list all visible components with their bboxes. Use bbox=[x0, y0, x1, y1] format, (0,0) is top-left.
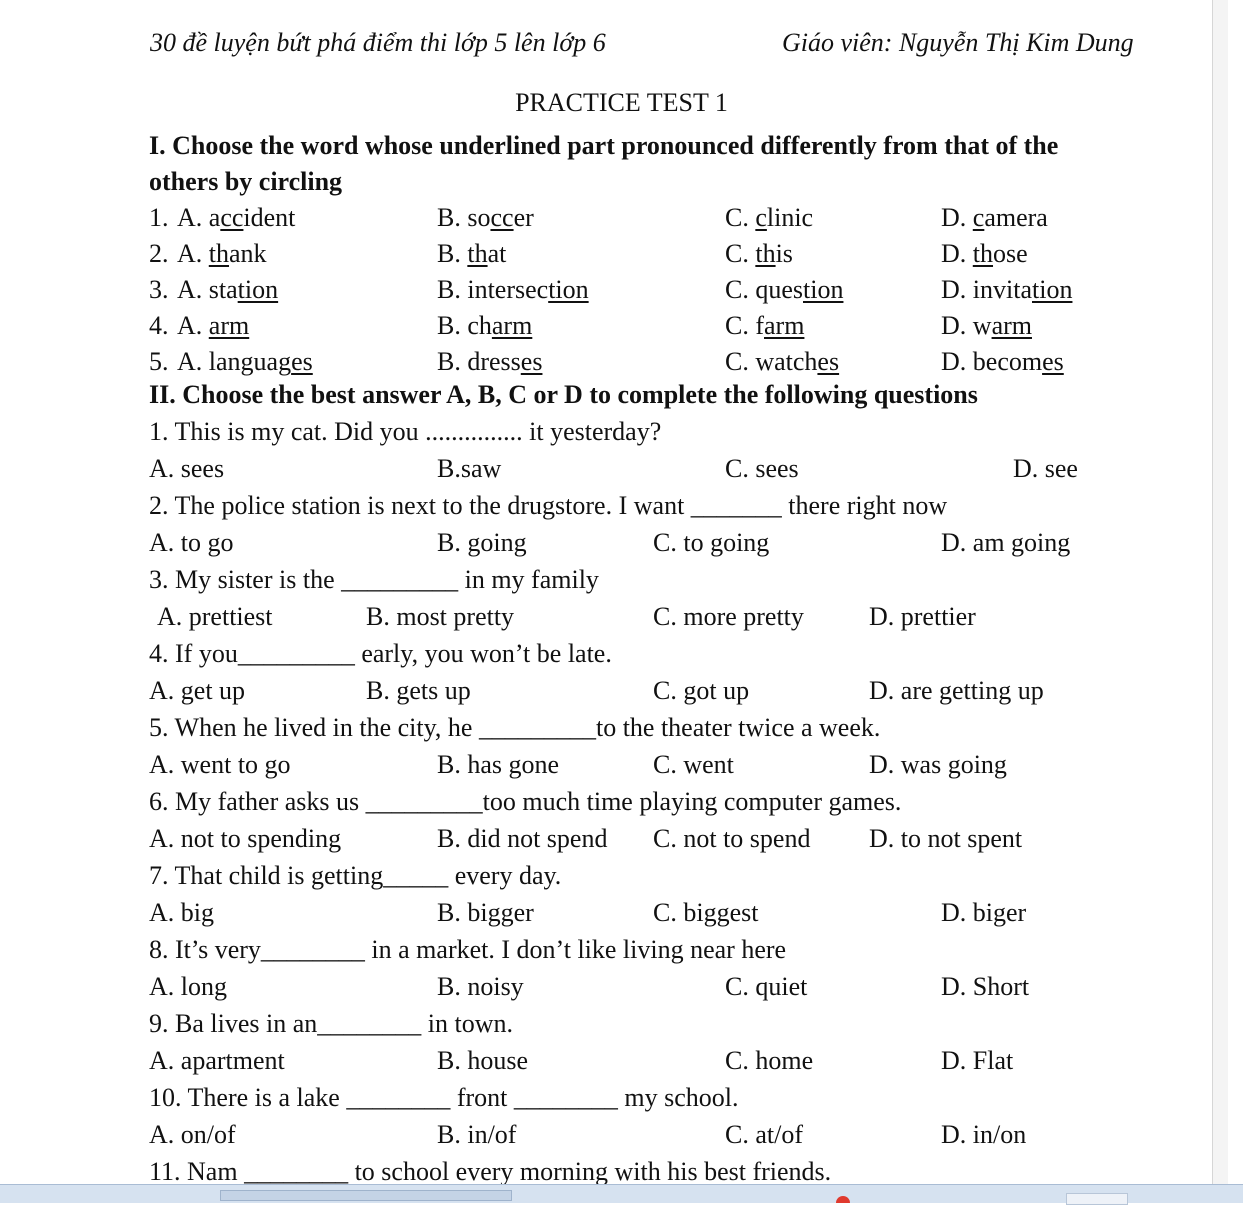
option-text: A. sta bbox=[177, 275, 238, 304]
section1-heading: I. Choose the word whose underlined part pronounced differently from that of the bbox=[149, 131, 1059, 160]
question-text: 2. The police station is next to the drugstore. I want _______ there right now bbox=[149, 491, 948, 520]
option-text: D. bbox=[941, 203, 973, 232]
pronunciation-option[interactable] bbox=[437, 272, 589, 308]
pronunciation-option[interactable] bbox=[725, 236, 793, 272]
answer-option[interactable]: D. to not spent bbox=[869, 824, 1023, 853]
option-text: amera bbox=[984, 203, 1048, 232]
question-number: 5. bbox=[149, 347, 169, 376]
answer-option[interactable]: B. noisy bbox=[437, 972, 524, 1001]
option-text: B. ch bbox=[437, 311, 492, 340]
question-text: 5. When he lived in the city, he _________to the theater twice a week. bbox=[149, 713, 881, 742]
underlined-part: arm bbox=[764, 311, 805, 340]
underlined-part: es bbox=[291, 347, 313, 376]
answer-option[interactable]: A. apartment bbox=[149, 1046, 285, 1075]
header-left: 30 đề luyện bứt phá điểm thi lớp 5 lên lớp 6 bbox=[150, 28, 606, 57]
underlined-part: th bbox=[208, 239, 230, 268]
pronunciation-option[interactable] bbox=[941, 308, 1032, 344]
pronunciation-option[interactable] bbox=[941, 200, 1048, 236]
question-number: 1. bbox=[149, 203, 169, 232]
underlined-part: tion bbox=[803, 275, 844, 304]
pronunciation-option[interactable] bbox=[941, 272, 1072, 308]
taskbar-tab[interactable] bbox=[1066, 1193, 1128, 1205]
question-text: 3. My sister is the _________ in my family bbox=[149, 565, 599, 594]
answer-option[interactable]: D. prettier bbox=[869, 602, 976, 631]
answer-option[interactable]: D. was going bbox=[869, 750, 1007, 779]
option-text: C. f bbox=[725, 311, 764, 340]
answer-option[interactable]: A. on/of bbox=[149, 1120, 236, 1149]
answer-option[interactable]: C. not to spend bbox=[653, 824, 811, 853]
answer-option[interactable]: D. in/on bbox=[941, 1120, 1027, 1149]
header-right: Giáo viên: Nguyễn Thị Kim Dung bbox=[782, 28, 1134, 57]
taskbar bbox=[0, 1184, 1243, 1203]
option-text: B. dress bbox=[437, 347, 521, 376]
answer-option[interactable]: A. get up bbox=[149, 676, 246, 705]
pronunciation-option[interactable] bbox=[941, 236, 1028, 272]
underlined-part: tion bbox=[548, 275, 589, 304]
answer-option[interactable]: C. sees bbox=[725, 454, 799, 483]
option-text: C. bbox=[725, 239, 756, 268]
answer-option[interactable]: A. long bbox=[149, 972, 227, 1001]
answer-option[interactable]: A. went to go bbox=[149, 750, 291, 779]
answer-option[interactable]: D. am going bbox=[941, 528, 1071, 557]
pronunciation-option[interactable] bbox=[177, 200, 295, 236]
answer-option[interactable]: A. prettiest bbox=[157, 602, 273, 631]
answer-option[interactable]: B.saw bbox=[437, 454, 502, 483]
question-text: 9. Ba lives in an________ in town. bbox=[149, 1009, 513, 1038]
answer-option[interactable]: C. got up bbox=[653, 676, 750, 705]
answer-option[interactable]: B. did not spend bbox=[437, 824, 608, 853]
pronunciation-option[interactable] bbox=[725, 344, 839, 380]
question-text: 11. Nam ________ to school every morning with his best friends. bbox=[149, 1157, 832, 1184]
answer-option[interactable]: C. at/of bbox=[725, 1120, 803, 1149]
pronunciation-option[interactable] bbox=[941, 344, 1064, 380]
underlined-part: es bbox=[1042, 347, 1064, 376]
option-text: A. a bbox=[177, 203, 221, 232]
option-text: C. watch bbox=[725, 347, 818, 376]
underlined-part: arm bbox=[208, 311, 250, 340]
answer-option[interactable]: C. biggest bbox=[653, 898, 759, 927]
answer-option[interactable]: D. Flat bbox=[941, 1046, 1014, 1075]
option-text: is bbox=[775, 239, 793, 268]
underlined-part: cc bbox=[220, 203, 244, 232]
answer-option[interactable]: B. going bbox=[437, 528, 527, 557]
option-text: B. so bbox=[437, 203, 491, 232]
option-text: C. bbox=[725, 203, 756, 232]
pronunciation-option[interactable] bbox=[437, 200, 534, 236]
pronunciation-option[interactable] bbox=[725, 200, 813, 236]
answer-option[interactable]: C. more pretty bbox=[653, 602, 804, 631]
pronunciation-option[interactable] bbox=[177, 236, 267, 272]
underlined-part: es bbox=[520, 347, 543, 376]
pronunciation-option[interactable] bbox=[437, 236, 506, 272]
option-text: at bbox=[487, 239, 507, 268]
scrollbar[interactable] bbox=[1212, 0, 1228, 1184]
page-title: PRACTICE TEST 1 bbox=[515, 88, 728, 117]
question-text: 7. That child is getting_____ every day. bbox=[149, 861, 562, 890]
answer-option[interactable]: A. sees bbox=[149, 454, 225, 483]
option-text: D. becom bbox=[941, 347, 1043, 376]
pronunciation-option[interactable] bbox=[437, 344, 542, 380]
answer-option[interactable]: C. went bbox=[653, 750, 734, 779]
answer-option[interactable]: A. big bbox=[149, 898, 214, 927]
underlined-part: cc bbox=[490, 203, 514, 232]
option-text: A. languag bbox=[177, 347, 292, 376]
option-text: B. intersec bbox=[437, 275, 549, 304]
option-text: D. bbox=[941, 239, 973, 268]
pronunciation-option[interactable] bbox=[177, 272, 278, 308]
option-text: linic bbox=[766, 203, 814, 232]
answer-option[interactable]: B. has gone bbox=[437, 750, 560, 779]
option-text: D. w bbox=[941, 311, 992, 340]
underlined-part: arm bbox=[491, 311, 533, 340]
option-text: ident bbox=[243, 203, 296, 232]
question-number: 3. bbox=[149, 275, 169, 304]
underlined-part: th bbox=[972, 239, 994, 268]
underlined-part: c bbox=[972, 203, 985, 232]
pronunciation-option[interactable] bbox=[177, 308, 249, 344]
section1-heading-cont: others by circling bbox=[149, 167, 343, 196]
underlined-part: th bbox=[755, 239, 776, 268]
question-text: 10. There is a lake ________ front ________ my school. bbox=[149, 1083, 739, 1112]
answer-option[interactable]: C. home bbox=[725, 1046, 814, 1075]
question-text: 1. This is my cat. Did you ............... it yesterday? bbox=[149, 417, 662, 446]
question-number: 4. bbox=[149, 311, 169, 340]
section2-heading: II. Choose the best answer A, B, C or D to complete the following questions bbox=[149, 380, 978, 409]
answer-option[interactable]: D. Short bbox=[941, 972, 1030, 1001]
answer-option[interactable]: B. bigger bbox=[437, 898, 534, 927]
answer-option[interactable]: D. see bbox=[1013, 454, 1078, 483]
answer-option[interactable]: B. in/of bbox=[437, 1120, 517, 1149]
answer-option[interactable]: A. to go bbox=[149, 528, 234, 557]
option-text: D. invita bbox=[941, 275, 1032, 304]
option-text: A. bbox=[177, 311, 209, 340]
option-text: B. bbox=[437, 239, 468, 268]
answer-option[interactable]: B. house bbox=[437, 1046, 528, 1075]
underlined-part: tion bbox=[237, 275, 279, 304]
answer-option[interactable]: C. quiet bbox=[725, 972, 808, 1001]
pronunciation-option[interactable] bbox=[725, 272, 843, 308]
question-text: 6. My father asks us _________too much time playing computer games. bbox=[149, 787, 902, 816]
option-text: er bbox=[513, 203, 534, 232]
question-number: 2. bbox=[149, 239, 169, 268]
underlined-part: es bbox=[817, 347, 840, 376]
option-text: A. bbox=[177, 239, 209, 268]
underlined-part: th bbox=[467, 239, 488, 268]
pronunciation-option[interactable] bbox=[725, 308, 804, 344]
pronunciation-option[interactable] bbox=[177, 344, 313, 380]
answer-option[interactable]: B. most pretty bbox=[366, 602, 515, 631]
question-text: 4. If you_________ early, you won’t be late. bbox=[149, 639, 612, 668]
option-text: ose bbox=[993, 239, 1028, 268]
pronunciation-option[interactable] bbox=[437, 308, 532, 344]
taskbar-tab[interactable] bbox=[220, 1190, 512, 1201]
underlined-part: c bbox=[755, 203, 767, 232]
option-text: ank bbox=[229, 239, 267, 268]
answer-option[interactable]: D. are getting up bbox=[869, 676, 1044, 705]
answer-option[interactable]: C. to going bbox=[653, 528, 770, 557]
option-text: C. ques bbox=[725, 275, 803, 304]
answer-option[interactable]: D. biger bbox=[941, 898, 1027, 927]
answer-option[interactable]: B. gets up bbox=[366, 676, 471, 705]
underlined-part: tion bbox=[1032, 275, 1073, 304]
question-text: 8. It’s very________ in a market. I don’t like living near here bbox=[149, 935, 787, 964]
underlined-part: arm bbox=[991, 311, 1032, 340]
answer-option[interactable]: A. not to spending bbox=[149, 824, 342, 853]
